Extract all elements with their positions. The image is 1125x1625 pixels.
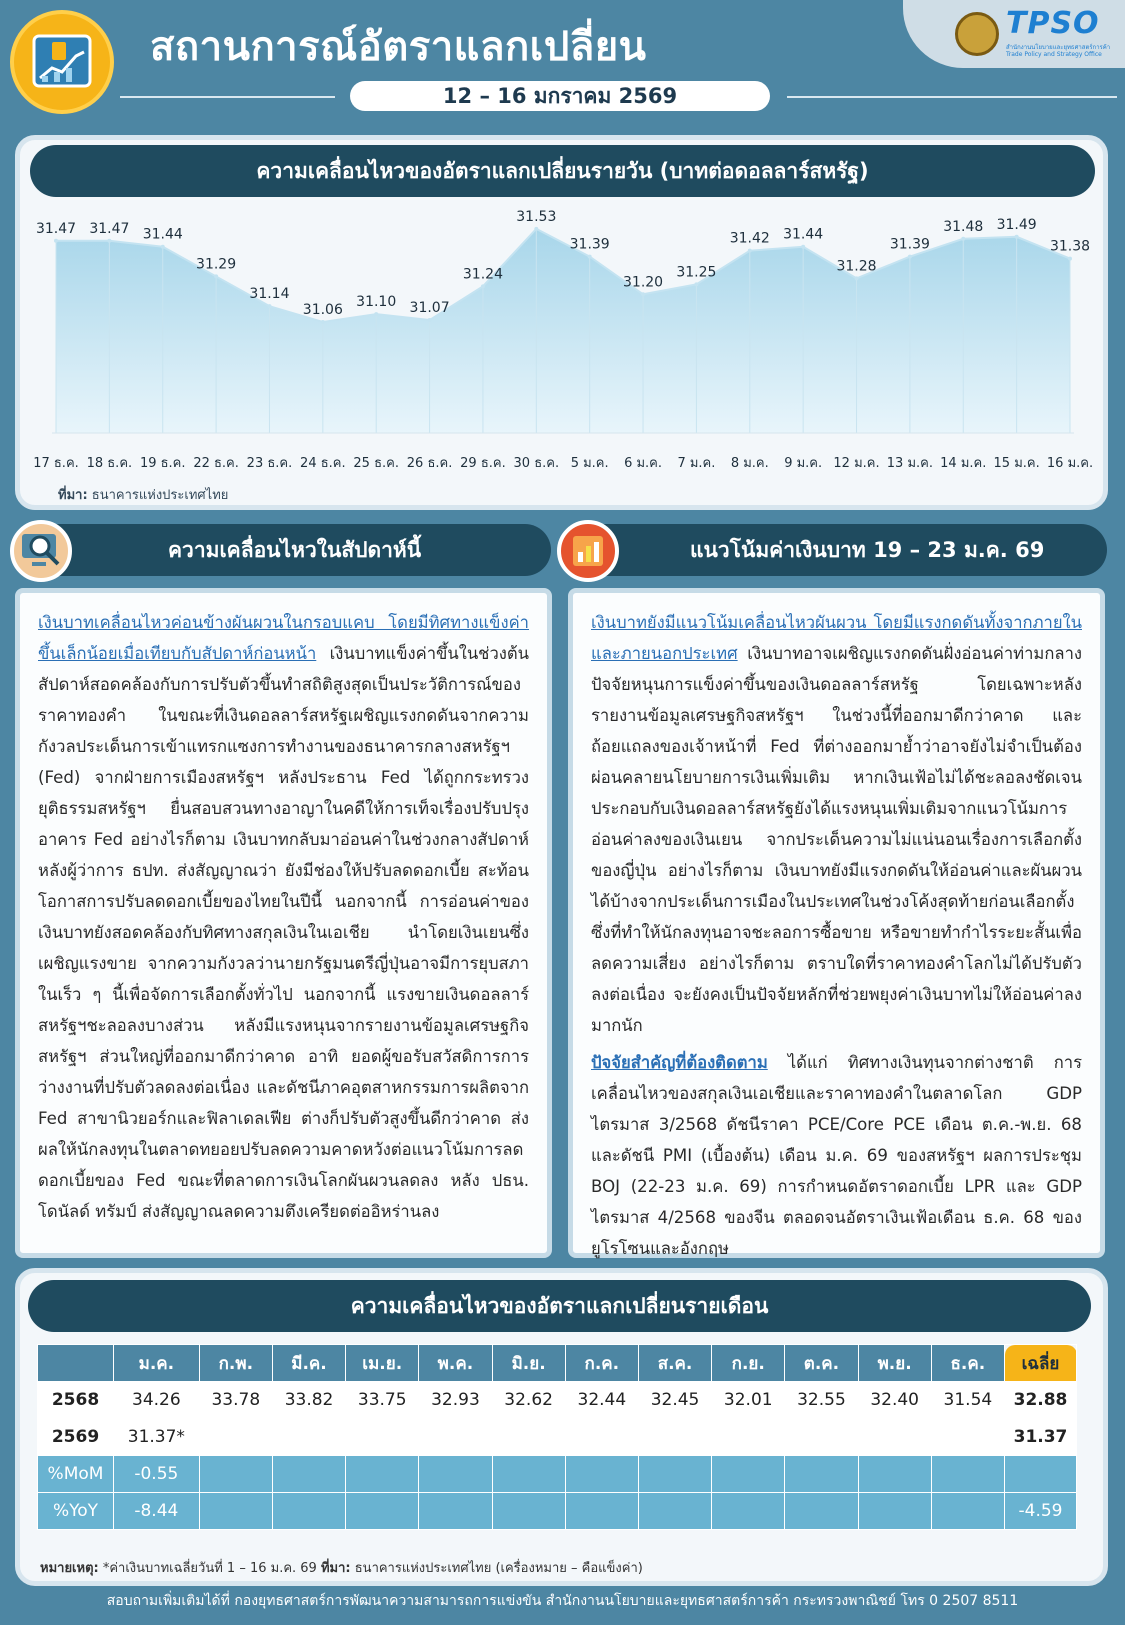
x-tick-label: 23 ธ.ค. [246,456,293,471]
chart-point [107,239,111,243]
footer-contact: สอบถามเพิ่มเติมได้ที่ กองยุทธศาสตร์การพัฒนาความสามารถการแข่งขัน สำนักงานนโยบายและยุทธศาสตร์การค้า กระทรวงพาณิชย์ โทร 0 2507 8511 [106,1593,1019,1609]
table-cell [272,1456,345,1493]
daily-chart-heading: ความเคลื่อนไหวของอัตราแลกเปลี่ยนรายวัน (บาทต่อดอลลาร์สหรัฐ) [30,145,1095,197]
table-cell [858,1493,931,1530]
date-range: 12 – 16 มกราคม 2569 [350,81,770,111]
report-chart-icon [30,30,94,94]
table-cell [931,1493,1004,1530]
weekly-body: เงินบาทแข็งค่าขึ้นในช่วงต้นสัปดาห์สอดคล้องกับการปรับตัวขึ้นทำสถิติสูงสุดเป็นประวัติการณ์ของราคาทองคำ ในขณะที่เงินดอลลาร์สหรัฐเผชิญแรงกดดันจากความกังวลประเด็นการเข้าแทรกแซงการทำงานของธนาคารกลางสหรัฐฯ (Fed) จากฝ่ายการเมืองสหรัฐฯ หลังประธาน Fed ได้ถูกกระทรวงยุติธรรมสหรัฐฯ ยื่นสอบสวนทางอาญาในคดีให้การเท็จเรื่องปรับปรุงอาคาร Fed อย่างไรก็ตาม เงินบาทกลับมาอ่อนค่าในช่วงกลางสัปดาห์ หลังผู้ว่าการ ธปท. ส่งสัญญาณว่า ยังมีช่องให้ปรับลดดอกเบี้ย สะท้อนโอกาสการปรับลดดอกเบี้ยของไทยในปีนี้ นอกจากนี้ การอ่อนค่าของเงินบาทยังสอดคล้องกับทิศทางสกุลเงินในเอเชีย นำโดยเงินเยนซึ่งเผชิญแรงขาย จากความกังวลว่านายกรัฐมนตรีญี่ปุ่นอาจมีการยุบสภาในเร็ว ๆ นี้เพื่อจัดการเลือกตั้งทั่วไป นอกจากนี้ แรงขายเงินดอลลาร์สหรัฐฯชะลอลงบางส่วน หลังมีแรงหนุนจากรายงานข้อมูลเศรษฐกิจสหรัฐฯ ส่วนใหญ่ที่ออกมาดีกว่าคาด อาทิ ยอดผู้ขอรับสวัสดิการการว่างงานที่ปรับตัวลดลงต่อเนื่อง และดัชนีภาคอุตสาหกรรมการผลิตจาก Fed สาขานิวยอร์กและฟิลาเดลเฟีย ต่างก็ปรับตัวสูงขึ้นดีกว่าคาด ส่งผลให้นักลงทุนในตลาดทยอยปรับลดความคาดหวังต่อแนวโน้มการลดดอกเบี้ยของ Fed ขณะที่ตลาดการเงินโลกผันผวนลดลง หลัง ปธน. โดนัลด์ ทรัมป์ ส่งสัญญาณลดความตึงเครียดต่ออิหร่านลง [38,644,529,1221]
x-tick-label: 24 ธ.ค. [300,456,346,471]
table-cell [346,1419,419,1456]
chart-point [801,245,805,249]
month-header: ธ.ค. [931,1345,1004,1382]
table-cell [346,1493,419,1530]
month-header: มิ.ย. [492,1345,565,1382]
table-cell [419,1419,492,1456]
chart-point [1068,257,1072,261]
data-label: 31.24 [462,266,503,283]
table-cell: 32.40 [858,1382,931,1419]
data-label: 31.25 [676,264,717,281]
month-header: มี.ค. [272,1345,345,1382]
table-cell [712,1493,785,1530]
table-cell [419,1456,492,1493]
table-cell [492,1456,565,1493]
data-label: 31.14 [249,286,290,303]
x-tick-label: 30 ธ.ค. [513,456,560,471]
table-cell: 32.93 [419,1382,492,1419]
table-cell: 33.75 [346,1382,419,1419]
weekly-text-panel [15,588,552,1258]
average-cell: -4.59 [1005,1493,1077,1530]
table-cell [785,1419,858,1456]
table-cell [931,1456,1004,1493]
note-source: ธนาคารแห่งประเทศไทย (เครื่องหมาย – คือแข็งค่า) [350,1561,643,1576]
chart-point [534,227,538,231]
table-cell [931,1419,1004,1456]
month-header: เม.ย. [346,1345,419,1382]
table-row [38,1456,1077,1493]
average-cell [1005,1456,1077,1493]
month-header: พ.ย. [858,1345,931,1382]
month-header: พ.ค. [419,1345,492,1382]
table-cell [712,1456,785,1493]
x-tick-label: 16 ม.ค. [1046,456,1094,471]
table-cell [565,1456,638,1493]
table-row [38,1419,1077,1456]
data-label: 31.44 [142,226,183,243]
data-label: 31.39 [889,236,930,253]
table-cell [346,1456,419,1493]
outlook-heading: แนวโน้มค่าเงินบาท 19 – 23 ม.ค. 69 [570,524,1107,576]
data-label: 31.39 [569,236,610,253]
outlook-lead: เงินบาทยังมีแนวโน้มเคลื่อนไหวผันผวน โดยมีแรงกดดันทั้งจากภายในและภายนอกประเทศ [591,613,1082,663]
data-label: 31.47 [35,220,77,237]
x-tick-label: 12 ม.ค. [833,456,880,471]
table-header-row [38,1345,1077,1382]
x-tick-label: 8 ม.ค. [730,456,769,471]
table-cell [199,1493,272,1530]
row-label: %MoM [38,1456,114,1493]
data-label: 31.28 [836,258,877,275]
magnifier-analysis-icon [10,520,72,582]
table-cell: 32.45 [638,1382,711,1419]
table-cell: 31.54 [931,1382,1004,1419]
table-cell [272,1419,345,1456]
table-cell [785,1456,858,1493]
table-note [40,1557,643,1578]
table-cell [638,1419,711,1456]
month-header: ก.พ. [199,1345,272,1382]
x-tick-label: 25 ธ.ค. [353,456,399,471]
chart-point [481,284,485,288]
table-cell [712,1419,785,1456]
x-tick-label: 17 ธ.ค. [33,456,79,471]
key-factors-label: ปัจจัยสำคัญที่ต้องติดตาม [591,1053,768,1072]
month-header: ก.ย. [712,1345,785,1382]
tpso-logo-subtitle: สำนักงานนโยบายและยุทธศาสตร์การค้า Trade Policy and Strategy Office [1006,44,1111,58]
x-tick-label: 14 ม.ค. [940,456,987,471]
monthly-heading: ความเคลื่อนไหวของอัตราแลกเปลี่ยนรายเดือน [28,1280,1091,1332]
outlook-text-panel [568,588,1105,1258]
x-tick-label: 6 ม.ค. [624,456,663,471]
x-tick-label: 9 ม.ค. [784,456,823,471]
table-cell [858,1419,931,1456]
table-cell: 32.44 [565,1382,638,1419]
row-label: 2568 [38,1382,114,1419]
chart-point [374,312,378,316]
row-label: %YoY [38,1493,114,1530]
table-cell [565,1493,638,1530]
chart-point [908,255,912,259]
chart-point [267,304,271,308]
chart-point [748,249,752,253]
data-label: 31.47 [89,220,130,237]
month-header: ม.ค. [114,1345,200,1382]
table-cell: 31.37* [114,1419,200,1456]
table-cell [638,1456,711,1493]
note-source-label: ที่มา: [320,1561,351,1576]
table-cell: 33.78 [199,1382,272,1419]
title-divider-left [120,96,335,98]
tpso-logo: TPSO [1006,6,1100,41]
table-cell [858,1456,931,1493]
chart-point [855,276,859,280]
table-cell [565,1419,638,1456]
note-text: *ค่าเงินบาทเฉลี่ยวันที่ 1 – 16 ม.ค. 69 [98,1561,321,1576]
table-cell [272,1493,345,1530]
data-label: 31.44 [783,226,824,243]
chart-point [161,245,165,249]
table-cell: 33.82 [272,1382,345,1419]
chart-point [588,255,592,259]
table-row [38,1382,1077,1419]
data-label: 31.06 [302,302,343,319]
data-label: 31.53 [516,208,557,225]
data-label: 31.48 [943,218,984,235]
ministry-seal-icon [955,12,999,56]
table-cell [492,1493,565,1530]
title-divider-right [787,96,1117,98]
table-cell [199,1456,272,1493]
x-tick-label: 15 ม.ค. [993,456,1040,471]
weekly-lead: เงินบาทเคลื่อนไหวค่อนข้างผันผวนในกรอบแคบ โดยมีทิศทางแข็งค่าขึ้นเล็กน้อยเมื่อเทียบกับสัปดาห์ก่อนหน้า [38,613,529,663]
chart-point [54,239,58,243]
x-tick-label: 13 ม.ค. [886,456,934,471]
table-cell [492,1419,565,1456]
month-header: ส.ค. [638,1345,711,1382]
chart-point [214,274,218,278]
table-cell: 32.62 [492,1382,565,1419]
x-tick-label: 22 ธ.ค. [193,456,239,471]
x-tick-label: 26 ธ.ค. [406,456,453,471]
outlook-body: เงินบาทอาจเผชิญแรงกดดันฝั่งอ่อนค่าท่ามกลางปัจจัยหนุนการแข็งค่าขึ้นของเงินดอลลาร์สหรัฐ โดยเฉพาะหลังรายงานข้อมูลเศรษฐกิจสหรัฐฯ ในช่วงนี้ที่ออกมาดีกว่าคาด และถ้อยแถลงของเจ้าหน้าที่ Fed ที่ต่างออกมาย้ำว่าอาจยังไม่จำเป็นต้องผ่อนคลายนโยบายการเงินเพิ่มเติม หากเงินเฟ้อไม่ได้ชะลอลงชัดเจน ประกอบกับเงินดอลลาร์สหรัฐยังได้แรงหนุนเพิ่มเติมจากแนวโน้มการอ่อนค่าลงของเงินเยน จากประเด็นความไม่แน่นอนเรื่องการเลือกตั้งของญี่ปุ่น อย่างไรก็ตาม เงินบาทยังมีแรงกดดันให้อ่อนค่าและผันผวนได้บ้างจากประเด็นการเมืองในประเทศในช่วงโค้งสุดท้ายก่อนเลือกตั้ง ซึ่งที่ทำให้นักลงทุนอาจชะลอการซื้อขาย หรือขายทำกำไรระยะสั้นเพื่อลดความเสี่ยง อย่างไรก็ตาม ตราบใดที่ราคาทองคำโลกไม่ได้ปรับตัวลงต่อเนื่อง จะยังคงเป็นปัจจัยหลักที่ช่วยพยุงค่าเงินบาทไม่ให้อ่อนค่าลงมากนัก [591,644,1082,1035]
table-cell: 32.55 [785,1382,858,1419]
daily-rate-chart [20,205,1105,480]
table-cell [419,1493,492,1530]
chart-point [428,318,432,322]
data-label: 31.49 [996,216,1037,233]
table-cell [199,1419,272,1456]
data-label: 31.10 [356,294,397,311]
table-cell: 32.01 [712,1382,785,1419]
table-cell: 34.26 [114,1382,200,1419]
month-header: ต.ค. [785,1345,858,1382]
table-cell: -0.55 [114,1456,200,1493]
trend-chart-icon [557,520,619,582]
table-cell [785,1493,858,1530]
data-label: 31.42 [729,230,770,247]
average-cell: 31.37 [1005,1419,1077,1456]
x-tick-label: 29 ธ.ค. [460,456,506,471]
weekly-heading: ความเคลื่อนไหวในสัปดาห์นี้ [28,524,551,576]
x-tick-label: 19 ธ.ค. [139,456,186,471]
chart-source [58,484,228,505]
data-label: 31.38 [1049,238,1091,255]
key-factors-body: ได้แก่ ทิศทางเงินทุนจากต่างชาติ การเคลื่อนไหวของสกุลเงินเอเชียและราคาทองคำในตลาดโลก GDP ไตรมาส 3/2568 ดัชนีราคา PCE/Core PCE เดือน ต.ค.-พ.ย. 68 และดัชนี PMI (เบื้องต้น) เดือน ม.ค. 69 ของสหรัฐฯ ผลการประชุม BOJ (22-23 ม.ค. 69) การกำหนดอัตราดอกเบี้ย LPR และ GDP ไตรมาส 4/2568 ของจีน ตลอดจนอัตราเงินเฟ้อเดือน ธ.ค. 68 ของยูโรโซนและอังกฤษ [591,1053,1082,1258]
monthly-rate-table [37,1344,1077,1530]
chart-point [641,292,645,296]
note-label: หมายเหตุ: [40,1561,99,1576]
chart-point [321,320,325,324]
x-tick-label: 18 ธ.ค. [86,456,133,471]
chart-point [694,282,698,286]
chart-point [1015,235,1019,239]
table-corner [38,1345,114,1382]
row-label: 2569 [38,1419,114,1456]
chart-source-label: ที่มา: [58,488,88,503]
chart-source-text: ธนาคารแห่งประเทศไทย [91,488,229,503]
average-cell: 32.88 [1005,1382,1077,1419]
data-label: 31.07 [409,300,450,317]
header-chart-icon [10,10,114,114]
month-header: ก.ค. [565,1345,638,1382]
x-tick-label: 5 ม.ค. [570,456,609,471]
table-cell [638,1493,711,1530]
chart-point [961,237,965,241]
page-title: สถานการณ์อัตราแลกเปลี่ยน [150,24,647,70]
table-cell: -8.44 [114,1493,200,1530]
data-label: 31.29 [196,256,237,273]
x-tick-label: 7 ม.ค. [677,456,716,471]
average-header: เฉลี่ย [1005,1345,1077,1382]
data-label: 31.20 [623,274,664,291]
table-row [38,1493,1077,1530]
